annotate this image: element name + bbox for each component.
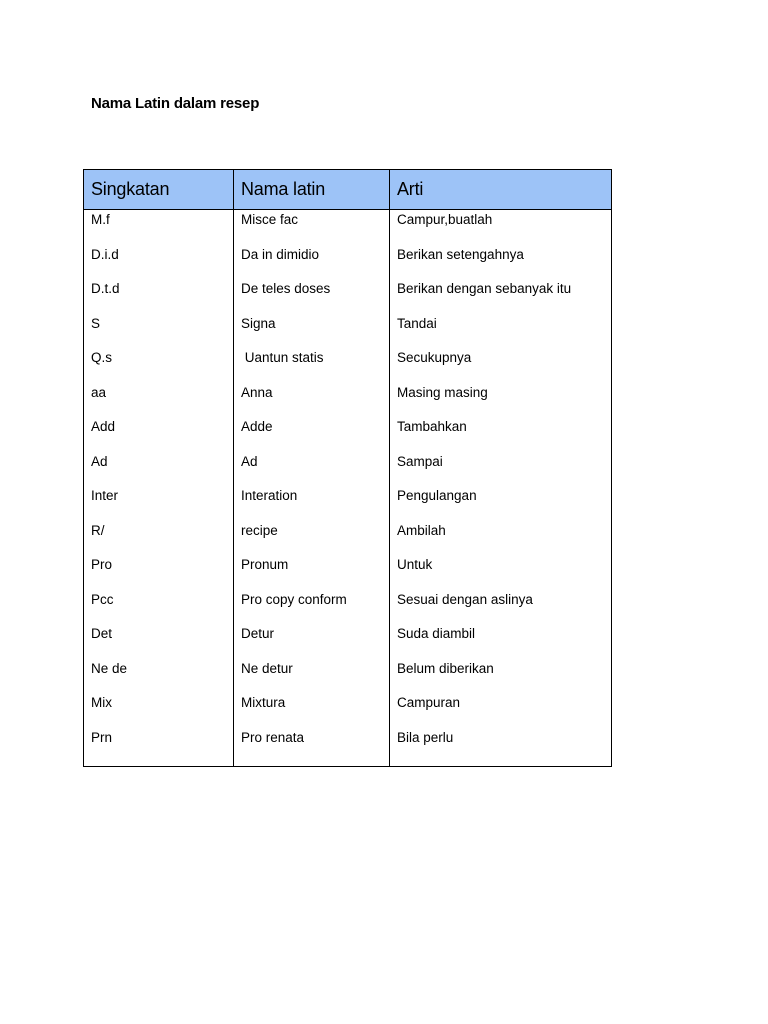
table-row <box>84 349 612 384</box>
cell-singkatan: S <box>84 315 234 350</box>
table-row <box>84 384 612 419</box>
table-row <box>84 556 612 591</box>
cell-nama-latin: Pro renata <box>234 729 390 767</box>
table-row <box>84 418 612 453</box>
cell-arti: Bila perlu <box>390 729 612 767</box>
table-row <box>84 660 612 695</box>
cell-singkatan: D.t.d <box>84 280 234 315</box>
table-row <box>84 246 612 281</box>
table-row <box>84 591 612 626</box>
cell-singkatan: aa <box>84 384 234 419</box>
cell-nama-latin: De teles doses <box>234 280 390 315</box>
cell-singkatan: Q.s <box>84 349 234 384</box>
cell-arti: Tambahkan <box>390 418 612 453</box>
table-row <box>84 280 612 315</box>
cell-arti: Berikan dengan sebanyak itu <box>390 280 612 315</box>
cell-nama-latin: Ne detur <box>234 660 390 695</box>
cell-singkatan: Mix <box>84 694 234 729</box>
cell-arti: Suda diambil <box>390 625 612 660</box>
cell-singkatan: Pro <box>84 556 234 591</box>
cell-singkatan: Prn <box>84 729 234 767</box>
cell-singkatan: D.i.d <box>84 246 234 281</box>
cell-arti: Campuran <box>390 694 612 729</box>
cell-singkatan: R/ <box>84 522 234 557</box>
cell-arti: Masing masing <box>390 384 612 419</box>
cell-nama-latin: Da in dimidio <box>234 246 390 281</box>
table-row <box>84 453 612 488</box>
cell-nama-latin: Adde <box>234 418 390 453</box>
cell-arti: Untuk <box>390 556 612 591</box>
cell-nama-latin: Pronum <box>234 556 390 591</box>
cell-nama-latin: Ad <box>234 453 390 488</box>
table-row <box>84 487 612 522</box>
header-singkatan: Singkatan <box>84 170 234 210</box>
cell-singkatan: Inter <box>84 487 234 522</box>
header-nama-latin: Nama latin <box>234 170 390 210</box>
cell-nama-latin: Misce fac <box>234 210 390 246</box>
cell-arti: Sesuai dengan aslinya <box>390 591 612 626</box>
cell-singkatan: Pcc <box>84 591 234 626</box>
cell-nama-latin: Signa <box>234 315 390 350</box>
cell-singkatan: Ne de <box>84 660 234 695</box>
table-row <box>84 625 612 660</box>
table-row <box>84 315 612 350</box>
cell-arti: Tandai <box>390 315 612 350</box>
cell-arti: Secukupnya <box>390 349 612 384</box>
page-title: Nama Latin dalam resep <box>91 95 260 112</box>
cell-nama-latin: Mixtura <box>234 694 390 729</box>
cell-singkatan: M.f <box>84 210 234 246</box>
header-arti: Arti <box>390 170 612 210</box>
cell-arti: Belum diberikan <box>390 660 612 695</box>
table-row <box>84 729 612 767</box>
cell-singkatan: Ad <box>84 453 234 488</box>
table-body <box>84 210 612 767</box>
cell-nama-latin: recipe <box>234 522 390 557</box>
cell-arti: Ambilah <box>390 522 612 557</box>
cell-nama-latin: Detur <box>234 625 390 660</box>
cell-singkatan: Add <box>84 418 234 453</box>
table-header-row <box>84 170 612 210</box>
cell-nama-latin: Pro copy conform <box>234 591 390 626</box>
cell-arti: Berikan setengahnya <box>390 246 612 281</box>
cell-singkatan: Det <box>84 625 234 660</box>
table-row <box>84 210 612 246</box>
cell-arti: Pengulangan <box>390 487 612 522</box>
table-row <box>84 522 612 557</box>
cell-nama-latin: Anna <box>234 384 390 419</box>
cell-arti: Campur,buatlah <box>390 210 612 246</box>
latin-abbreviation-table <box>83 169 612 767</box>
cell-arti: Sampai <box>390 453 612 488</box>
table-row <box>84 694 612 729</box>
cell-nama-latin: Uantun statis <box>234 349 390 384</box>
cell-nama-latin: Interation <box>234 487 390 522</box>
